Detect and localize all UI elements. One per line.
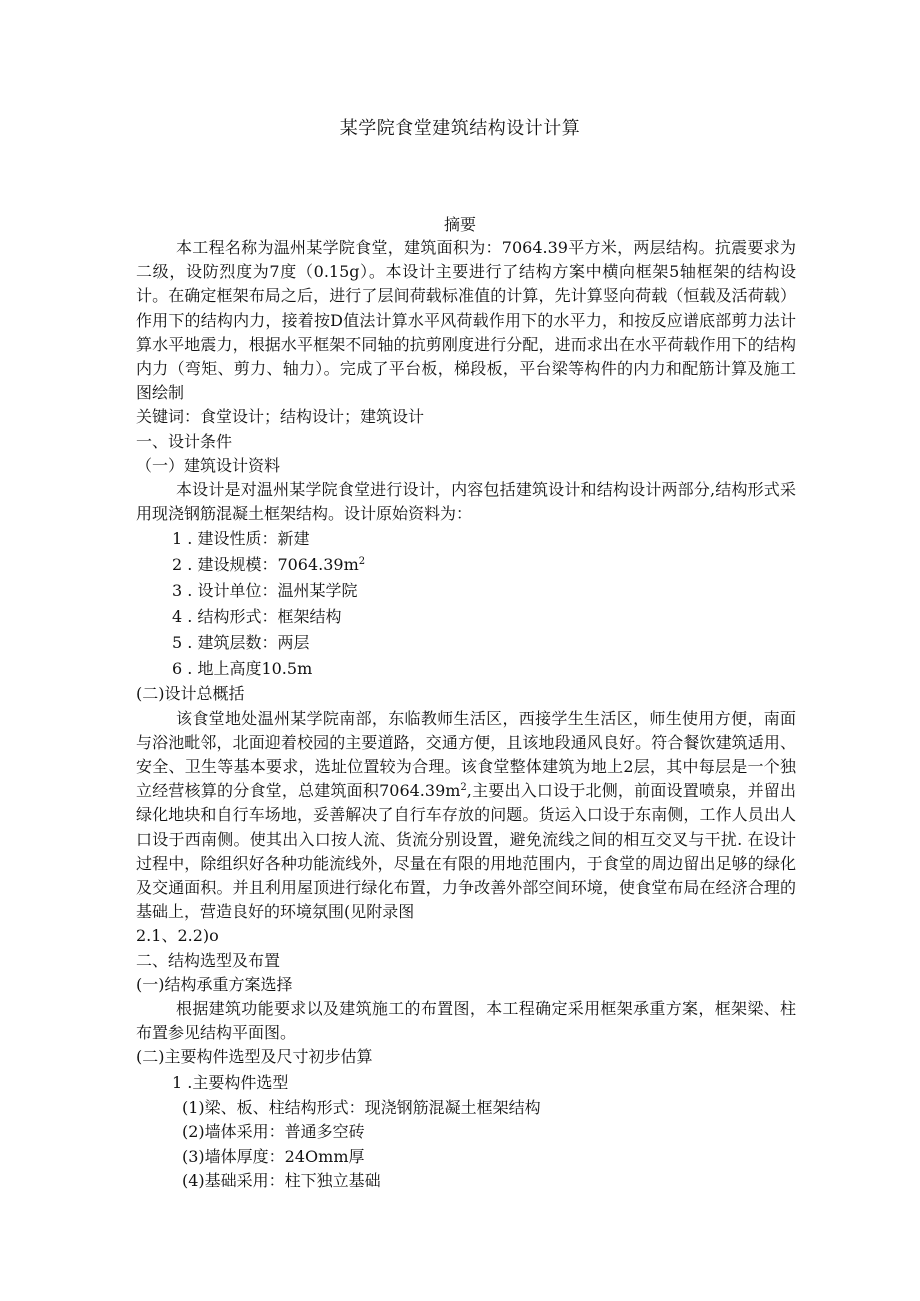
list-item: (3)墙体厚度：24Omm厚 <box>182 1146 365 1166</box>
keywords-line: 关键词：食堂设计；结构设计；建筑设计 <box>136 407 425 427</box>
list-item: 5 . 建筑层数：两层 <box>172 633 310 653</box>
list-item: (1)梁、板、柱结构形式：现浇钢筋混凝土框架结构 <box>182 1097 541 1117</box>
subsection-heading-design-overview: (二)设计总概括 <box>136 684 245 704</box>
superscript: 2 <box>460 782 467 794</box>
sub-item-heading: 1 .主要构件选型 <box>172 1072 289 1092</box>
list-item: 3 . 设计单位：温州某学院 <box>172 581 358 601</box>
paragraph-continuation: 2.1、2.2)o <box>136 926 219 946</box>
superscript: 2 <box>358 556 366 568</box>
list-item: 6 . 地上高度10.5m <box>172 659 313 679</box>
section-heading-structure-selection: 二、结构选型及布置 <box>136 950 281 970</box>
list-item <box>136 552 796 578</box>
subsection-heading-load-scheme: (一)结构承重方案选择 <box>136 974 293 994</box>
architectural-data-paragraph: 本设计是对温州某学院食堂进行设计，内容包括建筑设计和结构设计两部分,结构形式采用现浇钢筋混凝土框架结构。设计原始资料为： <box>136 480 796 524</box>
list-item-text: 2 . 建设规模：7064.39m <box>172 555 359 575</box>
list-item: (4)基础采用：柱下独立基础 <box>182 1171 381 1191</box>
section-heading-design-conditions: 一、设计条件 <box>136 431 233 451</box>
subsection-heading-member-selection: (二)主要构件选型及尺寸初步估算 <box>136 1047 373 1067</box>
abstract-heading: 摘要 <box>443 215 476 234</box>
document-title: 某学院食堂建筑结构设计计算 <box>339 118 581 139</box>
paragraph-text: 该食堂地处温州某学院南部，东临教师生活区，西接学生生活区，师生使用方便，南面与浴池毗邻，北面迎着校园的主要道路，交通方便，且该地段通风良好。符合餐饮建筑适用、安全、卫生等基本要求，选址位置较为合理。该食堂整体建筑为地上2层，其中每层是一个独立经营核算的分食堂，总建筑面积7064.39m <box>136 708 796 801</box>
subsection-heading-architectural-data: （一）建筑设计资料 <box>136 455 281 475</box>
document-body <box>136 236 796 1194</box>
list-item: (2)墙体采用：普通多空砖 <box>182 1122 365 1142</box>
design-overview-paragraph <box>136 707 796 925</box>
list-item: 4 . 结构形式：框架结构 <box>172 607 342 627</box>
list-item: 1 . 建设性质：新建 <box>172 529 310 549</box>
paragraph-text: ,主要出入口设于北侧，前面设置喷泉，并留出绿化地块和自行车场地，妥善解决了自行车存放的问题。货运入口设于东南侧，工作人员出人口设于西南侧。使其出入口按人流、货流分别设置，避免流线之间的相互交叉与干扰. 在设计过程中，除组织好各种功能流线外，尽量在有限的用地范围内，于食堂的周边留出足够的绿化及交通面积。并且利用屋顶进行绿化布置，力争改善外部空间环境，使食堂布局在经济合理的基础上，营造良好的环境氛围(见附录图 <box>136 781 796 922</box>
load-scheme-paragraph: 根据建筑功能要求以及建筑施工的布置图，本工程确定采用框架承重方案，框架梁、柱布置参见结构平面图。 <box>136 999 796 1043</box>
abstract-paragraph: 本工程名称为温州某学院食堂，建筑面积为：7064.39平方米，两层结构。抗震要求为二级，设防烈度为7度（0.15g）。本设计主要进行了结构方案中横向框架5轴框架的结构设计。在确定框架布局之后，进行了层间荷载标准值的计算，先计算竖向荷载（恒载及活荷载）作用下的结构内力，接着按D值法计算水平风荷载作用下的水平力，和按反应谱底部剪力法计算水平地震力，根据水平框架不同轴的抗剪刚度进行分配，进而求出在水平荷载作用下的结构内力（弯矩、剪力、轴力）。完成了平台板，梯段板，平台梁等构件的内力和配筋计算及施工图绘制 <box>136 238 796 403</box>
